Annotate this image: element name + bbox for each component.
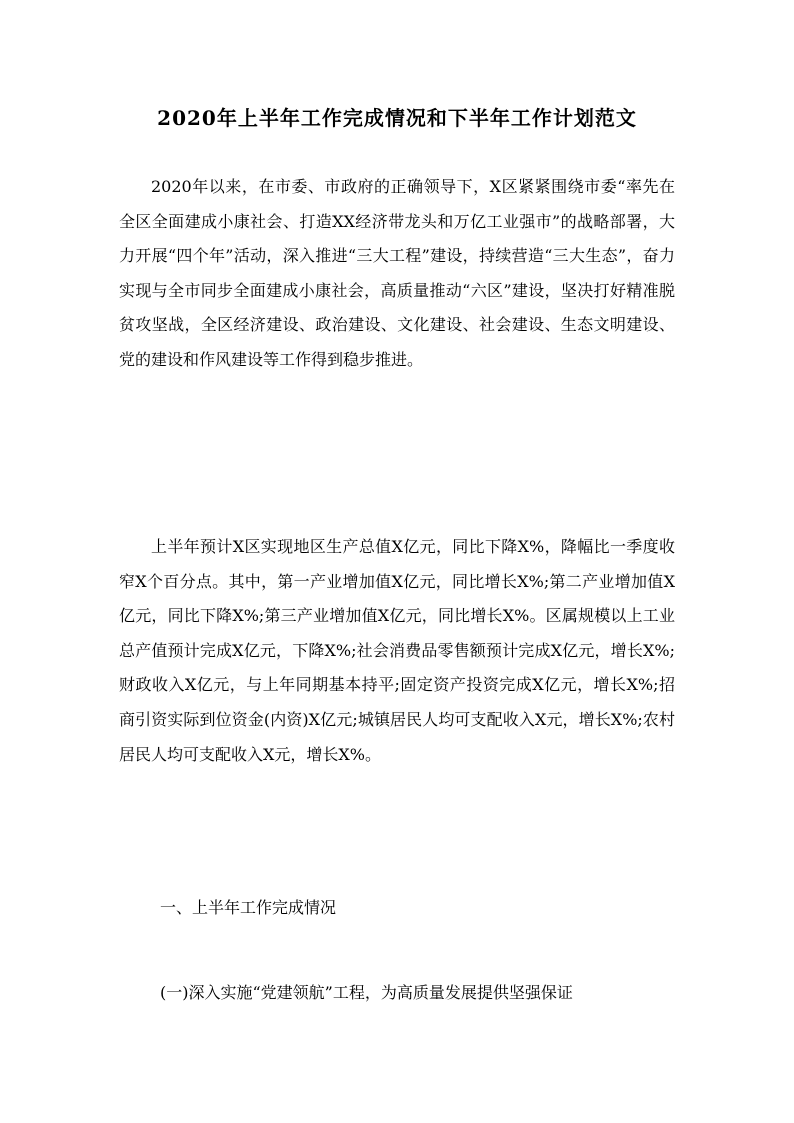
section-heading: 一、上半年工作完成情况: [160, 898, 337, 917]
document-title: 2020年上半年工作完成情况和下半年工作计划范文: [157, 106, 637, 130]
statistics-paragraph: 上半年预计X区实现地区生产总值X亿元，同比下降X%，降幅比一季度收窄X个百分点。其中，第一产业增加值X亿元，同比增长X%;第二产业增加值X亿元，同比下降X%;第三产业增加值X亿元，同比增长X%。区属规模以上工业总产值预计完成X亿元，下降X%;社会消费品零售额预计完成X亿元，增长X%;财政收入X亿元，与上年同期基本持平;固定资产投资完成X亿元，增长X%;招商引资实际到位资金(内资)X亿元;城镇居民人均可支配收入X元，增长X%;农村居民人均可支配收入X元，增长X%。: [119, 537, 675, 764]
subsection-heading: (一)深入实施“党建领航”工程，为高质量发展提供坚强保证: [160, 983, 573, 1002]
intro-paragraph: 2020年以来，在市委、市政府的正确领导下，X区紧紧围绕市委“率先在全区全面建成小康社会、打造XX经济带龙头和万亿工业强市”的战略部署，大力开展“四个年”活动，深入推进“三大工程”建设，持续营造“三大生态”，奋力实现与全市同步全面建成小康社会，高质量推动“六区”建设，坚决打好精准脱贫攻坚战，全区经济建设、政治建设、文化建设、社会建设、生态文明建设、党的建设和作风建设等工作得到稳步推进。: [119, 177, 675, 369]
